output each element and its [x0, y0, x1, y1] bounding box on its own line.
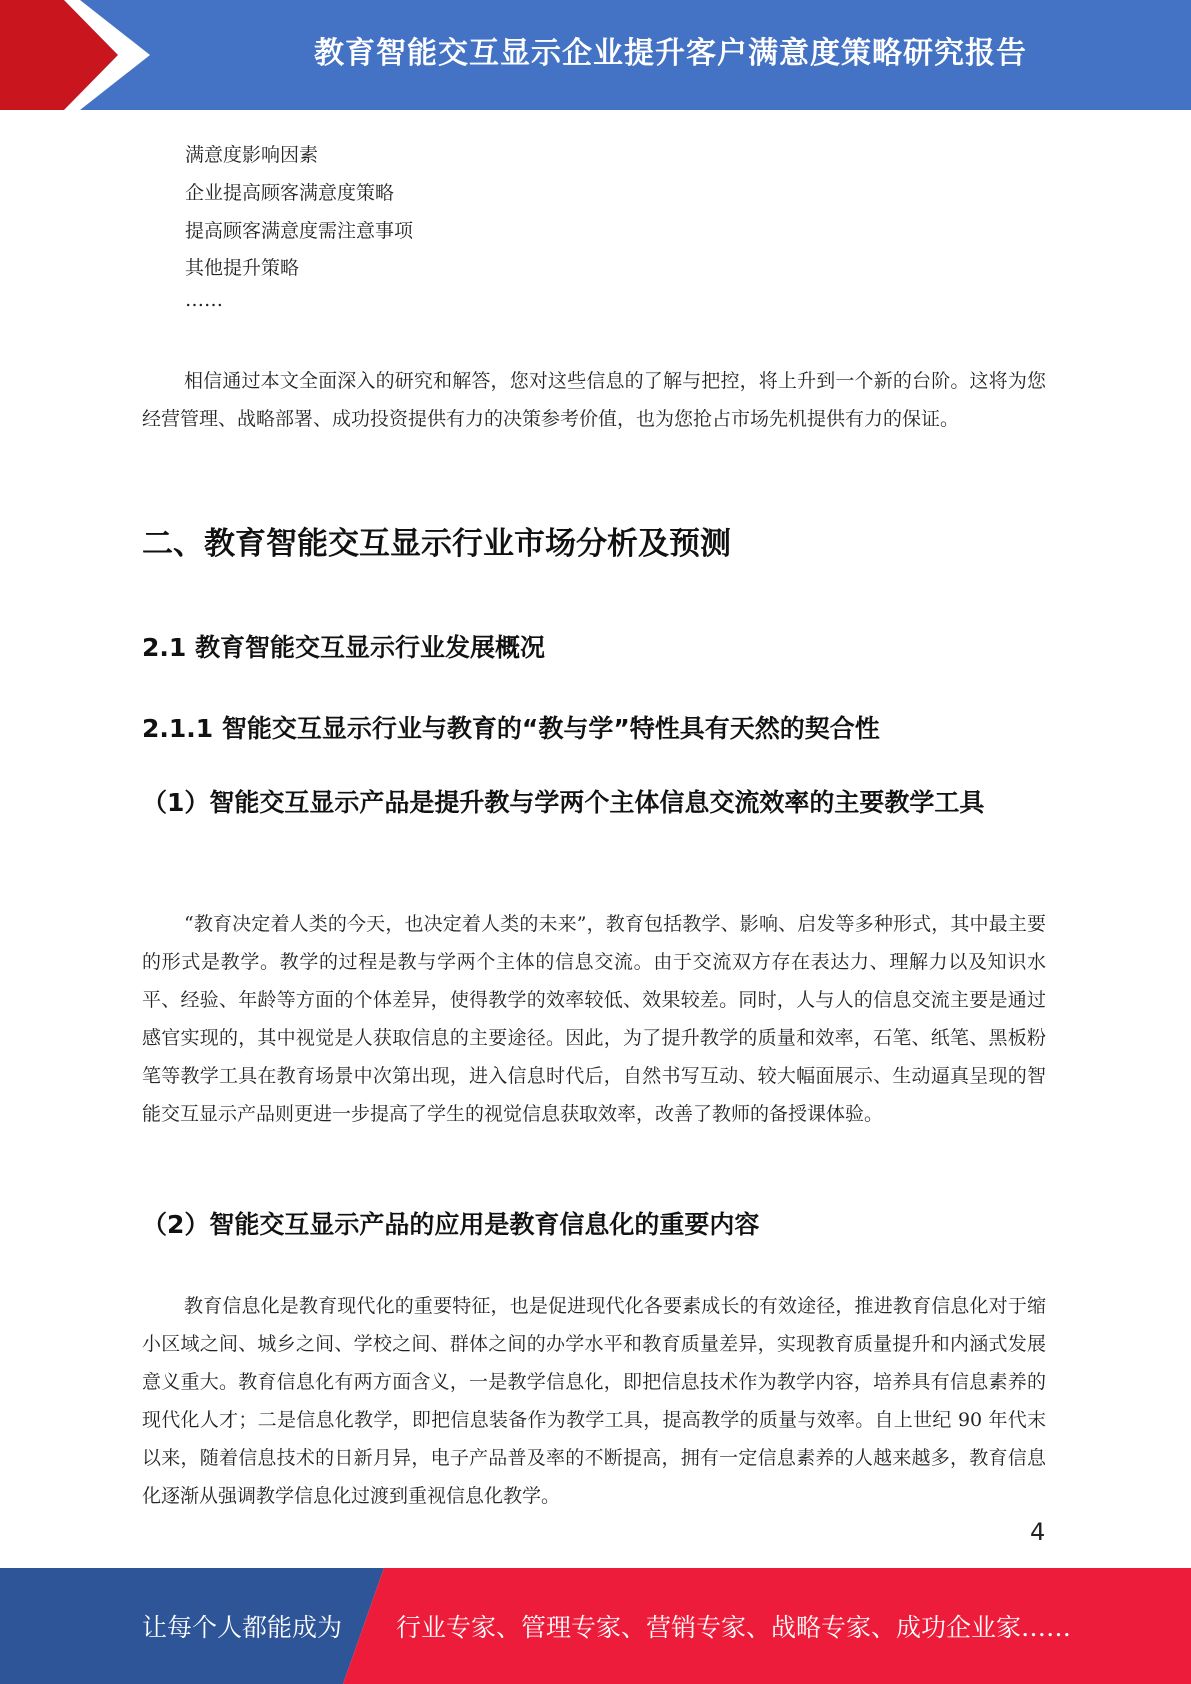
intro-paragraph: 相信通过本文全面深入的研究和解答，您对这些信息的了解与把控，将上升到一个新的台阶。这将为您经营管理、战略部署、成功投资提供有力的决策参考价值，也为您抢占市场先机提供有力的保证。: [142, 370, 1046, 430]
point1-paragraph: “教育决定着人类的今天，也决定着人类的未来”，教育包括教学、影响、启发等多种形式，其中最主要的形式是教学。教学的过程是教与学两个主体的信息交流。由于交流双方存在表达力、理解力以及知识水平、经验、年龄等方面的个体差异，使得教学的效率较低、效果较差。同时，人与人的信息交流主要是通过感官实现的，其中视觉是人获取信息的主要途径。因此，为了提升教学的质量和效率，石笔、纸笔、黑板粉笔等教学工具在教育场景中次第出现，进入信息时代后，自然书写互动、较大幅面展示、生动逼真呈现的智能交互显示产品则更进一步提高了学生的视觉信息获取效率，改善了教师的备授课体验。: [142, 913, 1046, 1125]
header-arrow-decoration: [0, 0, 160, 110]
footer-slogan-left: 让每个人都能成为: [142, 1613, 343, 1642]
list-item: 提高顾客满意度需注意事项: [185, 220, 414, 242]
footer-slogan-right: 行业专家、管理专家、营销专家、战略专家、成功企业家……: [396, 1613, 1072, 1642]
list-item: 企业提高顾客满意度策略: [185, 182, 395, 204]
footer-banner: [0, 1568, 1191, 1684]
subsection-heading: 2.1 教育智能交互显示行业发展概况: [142, 633, 545, 662]
page-number: 4: [1030, 1518, 1046, 1546]
section-heading: 二、教育智能交互显示行业市场分析及预测: [142, 526, 731, 562]
report-title: 教育智能交互显示企业提升客户满意度策略研究报告: [314, 36, 1027, 71]
point2-paragraph: 教育信息化是教育现代化的重要特征，也是促进现代化各要素成长的有效途径，推进教育信息化对于缩小区域之间、城乡之间、学校之间、群体之间的办学水平和教育质量差异，实现教育质量提升和内涵式发展意义重大。教育信息化有两方面含义，一是教学信息化，即把信息技术作为教学内容，培养具有信息素养的现代化人才；二是信息化教学，即把信息装备作为教学工具，提高教学的质量与效率。自上世纪 90 年代末以来，随着信息技术的日新月异，电子产品普及率的不断提高，拥有一定信息素养的人越来越多，教育信息化逐渐从强调教学信息化过渡到重视信息化教学。: [142, 1295, 1046, 1507]
header-banner: [0, 0, 1191, 110]
point2-heading: （2）智能交互显示产品的应用是教育信息化的重要内容: [142, 1210, 760, 1239]
subsubsection-heading: 2.1.1 智能交互显示行业与教育的“教与学”特性具有天然的契合性: [142, 714, 880, 743]
list-item: 满意度影响因素: [185, 144, 319, 166]
point1-heading: （1）智能交互显示产品是提升教与学两个主体信息交流效率的主要教学工具: [142, 788, 985, 817]
list-item: 其他提升策略: [185, 257, 300, 279]
list-item: ……: [185, 289, 223, 311]
